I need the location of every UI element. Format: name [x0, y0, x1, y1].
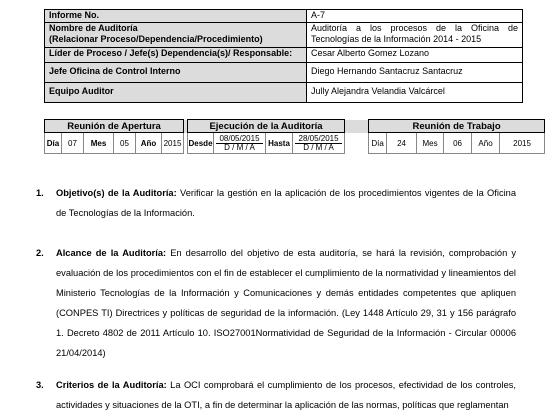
- info-row-lider: [45, 48, 523, 63]
- lider-value: Cesar Alberto Gomez Lozano: [307, 48, 523, 63]
- section-body: [56, 375, 516, 415]
- apertura-mes-value: 05: [114, 133, 136, 154]
- ejecucion-desde-format: D / M / A: [224, 142, 255, 152]
- section-title: Objetivo(s) de la Auditoría:: [56, 188, 177, 198]
- report-info-table: [44, 9, 523, 103]
- trabajo-dia-value: 24: [387, 133, 417, 154]
- apertura-title: Reunión de Apertura: [45, 120, 184, 133]
- section-number: 3.: [36, 380, 44, 390]
- section-body: [56, 183, 516, 223]
- ejecucion-desde-cell: [214, 133, 266, 154]
- trabajo-title: Reunión de Trabajo: [369, 120, 545, 133]
- ejecucion-title: Ejecución de la Auditoría: [188, 120, 345, 133]
- section-alcance: [36, 243, 516, 363]
- section-text: En desarrollo del objetivo de esta auditoría, se hará la revisión, comprobación y evaluación de los procedimientos con el fin de establecer el cumplimiento de la normatividad y lineamientos del Ministerio Tecnologías de la Información y Comunicaciones y demás entidades competentes que apliquen (CONPES TI) Directrices y políticas de seguridad de la información. (Ley 1448 Artículo 29, 31 y 156 parágrafo 1. Decreto 4802 de 2011 Artículo 10. ISO27001Normatividad de Seguridad de la Información - Circular 00006 21/04/2014): [56, 248, 517, 358]
- info-row-nombre: [45, 23, 523, 48]
- apertura-ano-label: Año: [136, 133, 162, 154]
- section-number: 1.: [36, 188, 44, 198]
- section-text: Verificar la gestión en la aplicación de los procedimientos vigentes de la Oficina de Tecnologías de la Información.: [56, 188, 516, 218]
- ejecucion-hasta-value: 28/05/2015: [295, 135, 342, 144]
- trabajo-ano-label: Año: [472, 133, 500, 154]
- trabajo-dia-label: Día: [369, 133, 387, 154]
- ejecucion-hasta-cell: [293, 133, 345, 154]
- info-row-equipo: [45, 83, 523, 103]
- apertura-ano-value: 2015: [162, 133, 184, 154]
- ejecucion-desde-value: 08/05/2015: [216, 135, 263, 144]
- informe-label: Informe No.: [45, 10, 307, 23]
- trabajo-mes-label: Mes: [417, 133, 444, 154]
- section-criterios: [36, 375, 516, 415]
- apertura-dia-label: Día: [45, 133, 62, 154]
- info-row-informe: [45, 10, 523, 23]
- jefe-value: Diego Hernando Santacruz Santacruz: [307, 63, 523, 83]
- section-title: Alcance de la Auditoría:: [56, 248, 167, 258]
- ejecucion-hasta-format: D / M / A: [303, 142, 334, 152]
- apertura-mes-label: Mes: [84, 133, 114, 154]
- section-body: [56, 243, 516, 363]
- section-title: Criterios de la Auditoría:: [56, 380, 167, 390]
- equipo-label: Equipo Auditor: [45, 83, 307, 103]
- schedule-values-row: [45, 133, 545, 154]
- apertura-dia-value: 07: [62, 133, 84, 154]
- section-number: 2.: [36, 248, 44, 258]
- trabajo-ano-value: 2015: [500, 133, 545, 154]
- section-objetivo: [36, 183, 516, 223]
- ejecucion-desde-label: Desde: [188, 133, 214, 154]
- schedule-table: [44, 119, 545, 154]
- lider-label: Líder de Proceso / Jefe(s) Dependencia(s)/ Responsable:: [45, 48, 307, 63]
- section-text: La OCI comprobará el cumplimiento de los procesos, efectividad de los controles, actividades y situaciones de la OTI, a fin de determinar la aplicación de las normas, políticas que reglamentan: [56, 380, 516, 410]
- jefe-label: Jefe Oficina de Control Interno: [45, 63, 307, 83]
- info-row-jefe: [45, 63, 523, 83]
- nombre-value: Auditoría a los procesos de la Oficina de Tecnologías de la Información 2014 - 2015: [307, 23, 523, 48]
- schedule-header-row: [45, 120, 545, 133]
- equipo-value: Jully Alejandra Velandia Valcárcel: [307, 83, 523, 103]
- informe-value: A-7: [307, 10, 523, 23]
- trabajo-mes-value: 06: [444, 133, 472, 154]
- ejecucion-hasta-label: Hasta: [266, 133, 293, 154]
- nombre-label: Nombre de Auditoría (Relacionar Proceso/Dependencia/Procedimiento): [45, 23, 307, 48]
